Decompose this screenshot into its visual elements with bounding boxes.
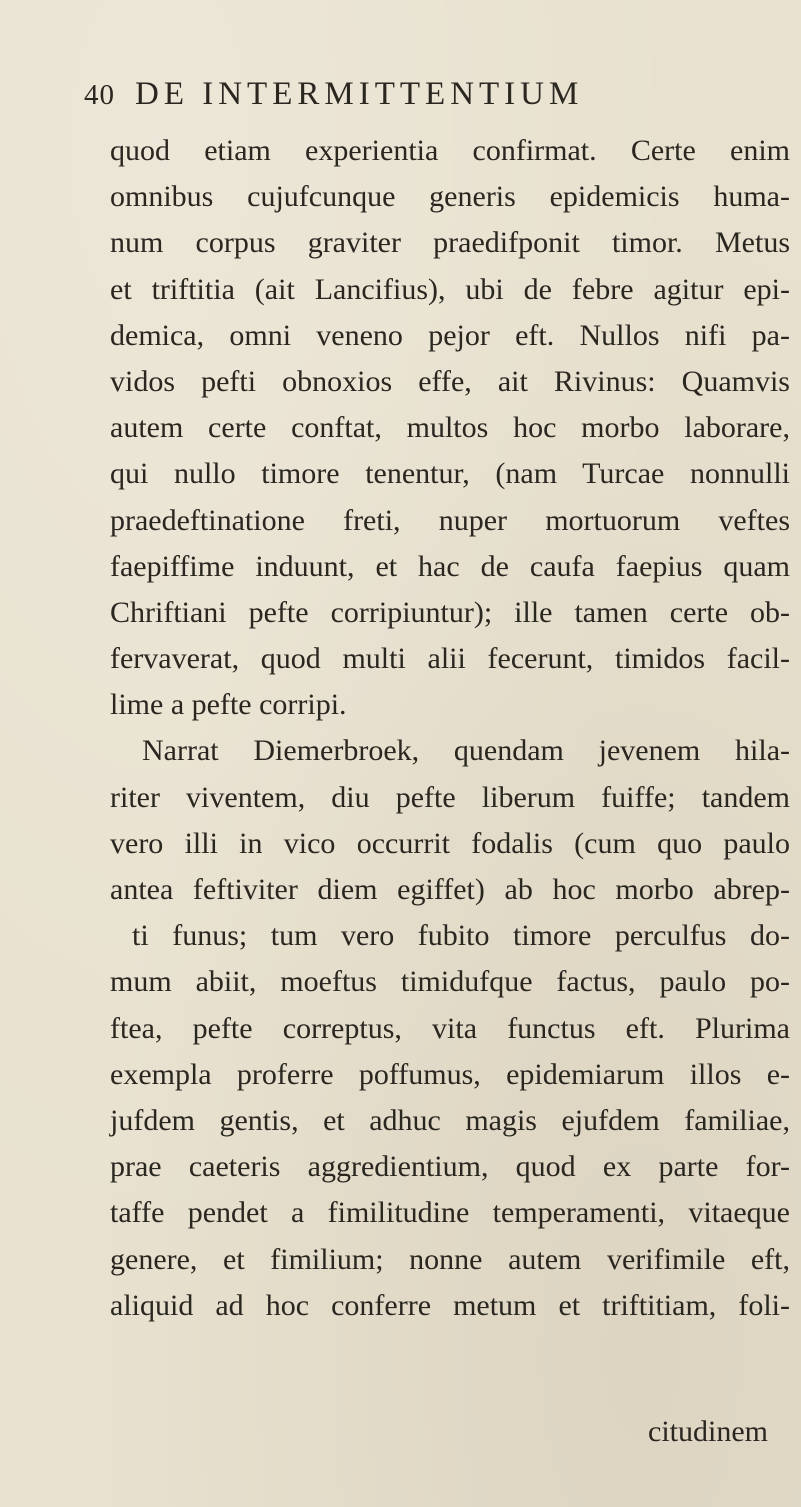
catchword: citudinem (648, 1415, 768, 1448)
paragraph-start-line: Narrat Diemerbroek, quendam jevenem hila- (142, 734, 790, 768)
text-line-25: genere, et fimilium; nonne autem verifimile eft, (110, 1242, 790, 1276)
text-line-6: vidos pefti obnoxios effe, ait Rivinus: Quamvis (110, 364, 790, 398)
text-line-7: autem certe conftat, multos hoc morbo laborare, (110, 411, 790, 445)
text-line-17: antea feftiviter diem egiffet) ab hoc morbo abrep- (110, 873, 790, 906)
text-line-10: faepiffime induunt, et hac de caufa faepius quam (110, 549, 790, 583)
page-number: 40 (84, 79, 115, 111)
text-line-9: praedeftinatione freti, nuper mortuorum veftes (110, 503, 790, 537)
text-line-26: aliquid ad hoc conferre metum et triftitiam, foli- (110, 1288, 790, 1322)
text-line-3: num corpus graviter praedifponit timor. Metus (110, 226, 790, 260)
text-line-2: omnibus cujufcunque generis epidemicis huma- (110, 180, 790, 214)
text-line-18: ti funus; tum vero fubito timore perculfus do- (132, 919, 790, 953)
text-line-15: riter viventem, diu pefte liberum fuiffe; tandem (110, 780, 790, 814)
text-line-20: ftea, pefte correptus, vita functus eft. Plurima (110, 1011, 790, 1045)
text-line-21: exempla proferre poffumus, epidemiarum illos e- (110, 1057, 790, 1091)
text-line-12: fervaverat, quod multi alii fecerunt, timidos facil- (110, 642, 790, 676)
text-line-23: prae caeteris aggredientium, quod ex parte for- (110, 1150, 790, 1184)
text-line-24: taffe pendet a fimilitudine temperamenti, vitaeque (110, 1196, 790, 1230)
text-line-1: quod etiam experientia confirmat. Certe enim (110, 134, 790, 167)
text-line-22: jufdem gentis, et adhuc magis ejufdem familiae, (110, 1103, 790, 1137)
text-line-5: demica, omni veneno pejor eft. Nullos nifi pa- (110, 318, 790, 352)
text-line-19: mum abiit, moeftus timidufque factus, paulo po- (110, 965, 790, 999)
running-title: DE INTERMITTENTIUM (135, 76, 584, 112)
text-line-11: Chriftiani pefte corripiuntur); ille tamen certe ob- (110, 595, 790, 629)
text-line-16: vero illi in vico occurrit fodalis (cum quo paulo (110, 826, 790, 860)
text-line-13: lime a pefte corripi. (110, 688, 347, 722)
body-text (110, 128, 790, 1329)
text-line-8: qui nullo timore tenentur, (nam Turcae nonnulli (110, 457, 790, 491)
running-head (84, 76, 784, 116)
text-line-4: et triftitia (ait Lancifius), ubi de febre agitur epi- (110, 272, 790, 306)
